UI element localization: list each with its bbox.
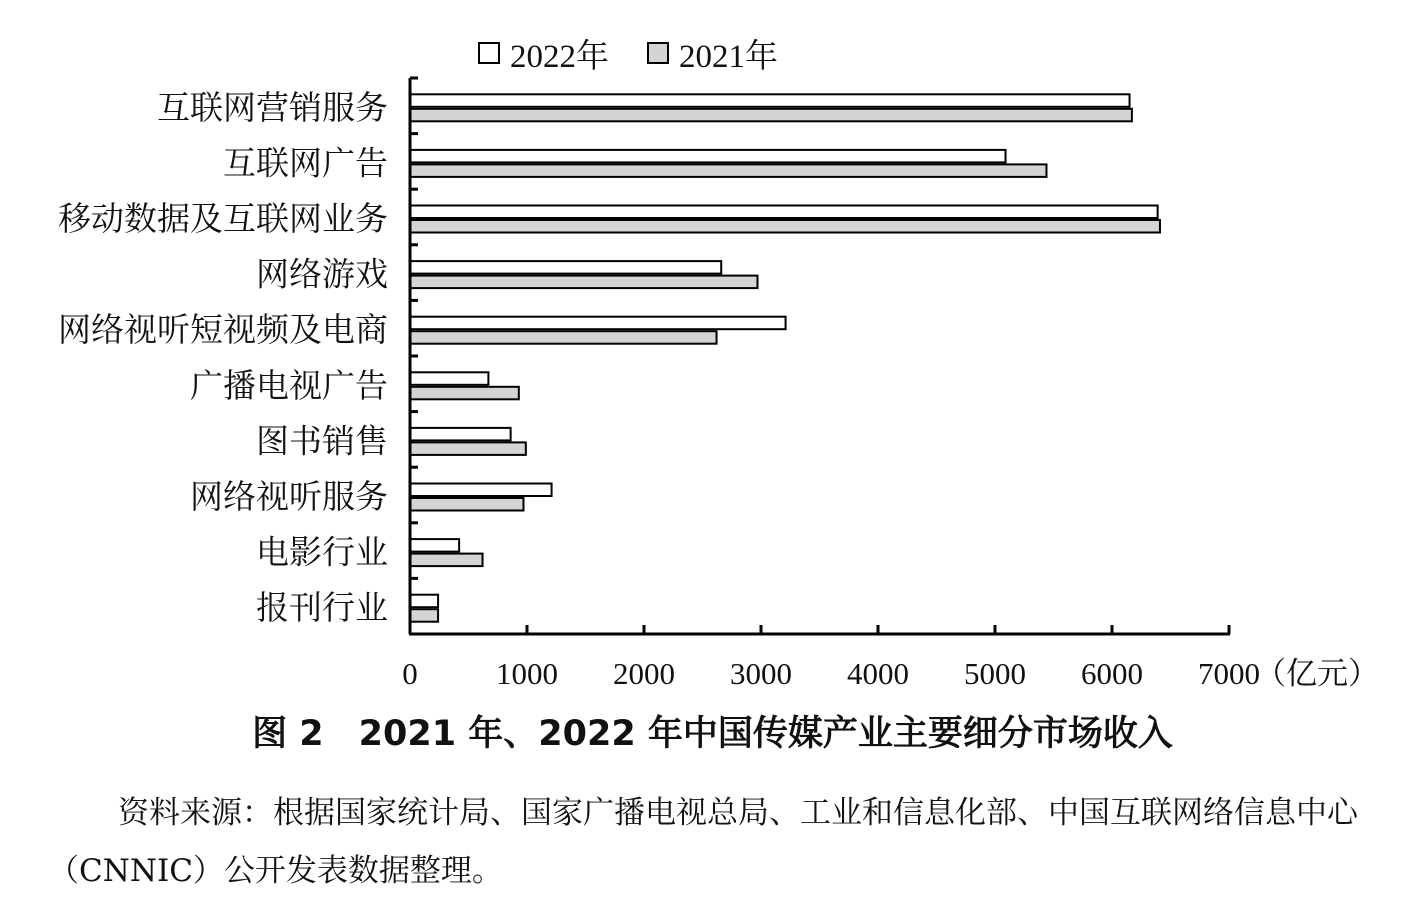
category-label-0: 互联网营销服务 [157, 87, 388, 127]
bar-2022-8 [410, 539, 459, 552]
x-tick-label-7: 7000 [1198, 656, 1260, 691]
category-label-6: 图书销售 [256, 421, 388, 461]
bar-2022-5 [410, 372, 488, 385]
bar-2022-6 [410, 428, 511, 441]
bar-2021-4 [410, 331, 717, 344]
bar-2022-7 [410, 484, 552, 497]
category-label-7: 网络视听服务 [190, 477, 388, 516]
category-label-9: 报刊行业 [256, 588, 388, 628]
source-note: 资料来源：根据国家统计局、国家广播电视总局、工业和信息化部、中国互联网络信息中心（CNNIC）公开发表数据整理。 [48, 795, 1358, 889]
bar-2021-1 [410, 164, 1046, 177]
x-axis-unit-label: （亿元） [1255, 656, 1379, 691]
bar-2022-1 [410, 150, 1006, 163]
bar-2022-4 [410, 317, 786, 330]
x-tick-label-6: 6000 [1081, 656, 1143, 691]
bar-2022-3 [410, 261, 721, 274]
bar-2021-8 [410, 554, 483, 567]
x-tick-label-3: 3000 [730, 656, 792, 691]
bar-2022-2 [410, 206, 1158, 219]
x-tick-label-0: 0 [402, 656, 418, 691]
figure-caption: 图 2 2021 年、2022 年中国传媒产业主要细分市场收入 [252, 714, 1173, 754]
bar-2021-5 [410, 387, 519, 400]
x-tick-label-5: 5000 [964, 656, 1026, 691]
legend-label-2021: 2021年 [679, 38, 778, 75]
category-label-5: 广播电视广告 [190, 365, 388, 405]
category-label-2: 移动数据及互联网业务 [58, 199, 388, 238]
category-label-3: 网络游戏 [256, 254, 388, 294]
bar-2021-9 [410, 609, 438, 622]
category-label-8: 电影行业 [256, 532, 388, 572]
legend-label-2022: 2022年 [510, 38, 609, 75]
bar-2021-0 [410, 109, 1132, 122]
x-tick-label-4: 4000 [847, 656, 909, 691]
x-tick-label-2: 2000 [613, 656, 675, 691]
bar-2022-0 [410, 94, 1130, 107]
bar-2022-9 [410, 595, 438, 608]
bar-2021-2 [410, 220, 1160, 233]
bar-2021-7 [410, 498, 523, 511]
x-tick-label-1: 1000 [496, 656, 558, 691]
category-label-4: 网络视听短视频及电商 [58, 310, 388, 350]
category-label-1: 互联网广告 [223, 143, 388, 183]
bar-2021-3 [410, 276, 757, 289]
bar-2021-6 [410, 442, 526, 455]
